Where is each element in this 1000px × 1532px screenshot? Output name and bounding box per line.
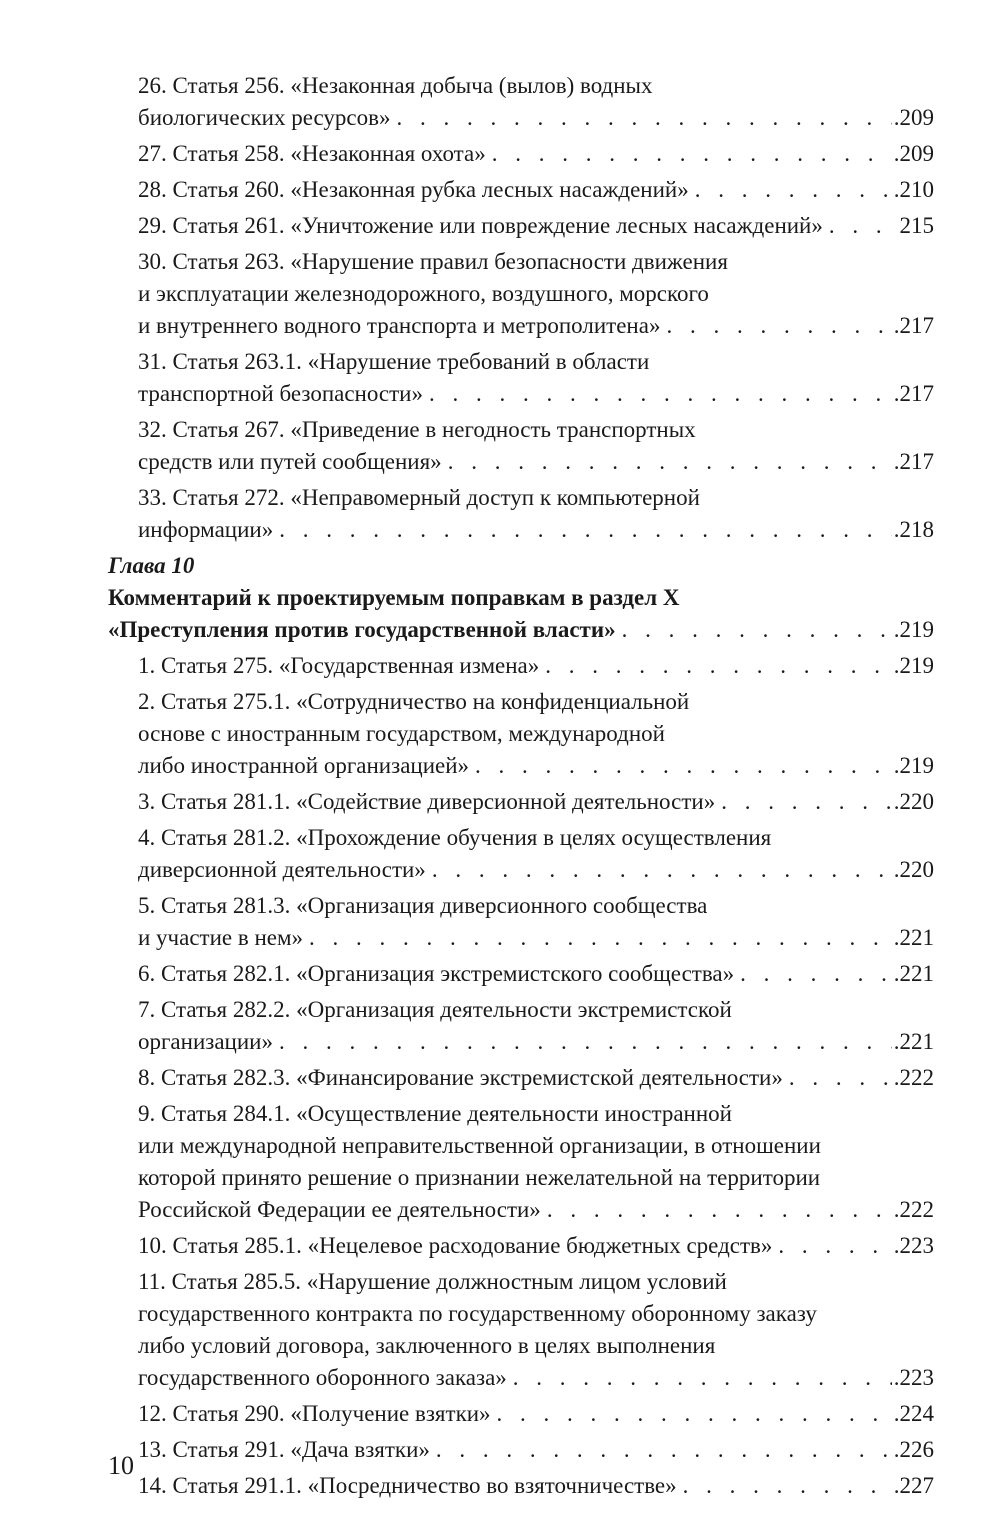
toc-entry-line: биологических ресурсов» bbox=[138, 105, 391, 130]
toc-entries-after bbox=[108, 650, 934, 1502]
toc-entry bbox=[108, 1434, 934, 1466]
toc-entry-line: и эксплуатации железнодорожного, воздушного, морского bbox=[138, 281, 709, 306]
dot-leader bbox=[683, 1470, 892, 1502]
toc-entry-last-line bbox=[138, 1434, 934, 1466]
toc-entry-page-number: .222 bbox=[893, 1197, 934, 1222]
toc-entry-last-line bbox=[138, 310, 934, 342]
chapter-title-line: Комментарий к проектируемым поправкам в раздел X bbox=[108, 585, 680, 610]
toc-entry-last-line bbox=[138, 446, 934, 478]
dot-leader bbox=[778, 1230, 891, 1262]
toc-entry-line: 31. Статья 263.1. «Нарушение требований в области bbox=[138, 349, 650, 374]
toc-entry-last-line bbox=[138, 174, 934, 206]
toc-entry bbox=[108, 822, 934, 886]
toc-entry-line: 5. Статья 281.3. «Организация диверсионного сообщества bbox=[138, 893, 708, 918]
toc-entry-page-number: .226 bbox=[893, 1437, 934, 1462]
toc-entry-line: 26. Статья 256. «Незаконная добыча (вылов) водных bbox=[138, 73, 653, 98]
toc-entry-line: Российской Федерации ее деятельности» bbox=[138, 1197, 541, 1222]
toc-entry-line: 9. Статья 284.1. «Осуществление деятельности иностранной bbox=[138, 1101, 732, 1126]
toc-entry bbox=[108, 138, 934, 170]
toc-entry-last-line bbox=[138, 854, 934, 886]
toc-entry-page-number: .223 bbox=[893, 1233, 934, 1258]
toc-entry-page-number: .219 bbox=[893, 753, 934, 778]
dot-leader bbox=[740, 958, 892, 990]
dot-leader bbox=[513, 1362, 892, 1394]
toc-entry bbox=[108, 210, 934, 242]
dot-leader bbox=[829, 210, 898, 242]
toc-entry-line: 8. Статья 282.3. «Финансирование экстремистской деятельности» bbox=[138, 1065, 783, 1090]
toc-entry-line: 10. Статья 285.1. «Нецелевое расходование бюджетных средств» bbox=[138, 1233, 773, 1258]
toc-entry-line: 29. Статья 261. «Уничтожение или повреждение лесных насаждений» bbox=[138, 213, 823, 238]
toc-entry-last-line bbox=[138, 1362, 934, 1394]
toc-entry-line: 2. Статья 275.1. «Сотрудничество на конфиденциальной bbox=[138, 689, 690, 714]
toc-entry-page-number: .221 bbox=[893, 925, 934, 950]
toc-entry-last-line bbox=[138, 922, 934, 954]
toc-entry-line: и участие в нем» bbox=[138, 925, 304, 950]
toc-entry-line: транспортной безопасности» bbox=[138, 381, 423, 406]
dot-leader bbox=[309, 922, 892, 954]
toc-entry-last-line bbox=[138, 1470, 934, 1502]
dot-leader bbox=[432, 854, 892, 886]
dot-leader bbox=[396, 102, 891, 134]
dot-leader bbox=[279, 1026, 892, 1058]
toc-entry-page-number: .223 bbox=[893, 1365, 934, 1390]
toc-entry-page-number: .209 bbox=[893, 141, 934, 166]
toc-entry-page-number: .219 bbox=[893, 653, 934, 678]
toc-entry-last-line bbox=[138, 1026, 934, 1058]
toc-entry-line: 1. Статья 275. «Государственная измена» bbox=[138, 653, 540, 678]
toc-entry-line: 27. Статья 258. «Незаконная охота» bbox=[138, 141, 486, 166]
toc-entry-line: 33. Статья 272. «Неправомерный доступ к компьютерной bbox=[138, 485, 700, 510]
dot-leader bbox=[666, 310, 891, 342]
toc-entry-page-number: .224 bbox=[893, 1401, 934, 1426]
toc-entry-line: диверсионной деятельности» bbox=[138, 857, 426, 882]
toc-entry-line: 32. Статья 267. «Приведение в негодность транспортных bbox=[138, 417, 696, 442]
toc-entry-page-number: .209 bbox=[893, 105, 934, 130]
toc-entry-last-line bbox=[138, 650, 934, 682]
toc-entry-page-number: .221 bbox=[893, 1029, 934, 1054]
dot-leader bbox=[545, 650, 891, 682]
toc-entry bbox=[108, 786, 934, 818]
toc-entry-line: которой принято решение о признании нежелательной на территории bbox=[138, 1165, 821, 1190]
toc-entry-line: основе с иностранным государством, международной bbox=[138, 721, 665, 746]
dot-leader bbox=[448, 446, 892, 478]
toc-entry-last-line bbox=[138, 958, 934, 990]
chapter-page-number: .219 bbox=[893, 617, 934, 642]
toc-entry-line: 6. Статья 282.1. «Организация экстремистского сообщества» bbox=[138, 961, 735, 986]
toc-entry-line: либо условий договора, заключенного в целях выполнения bbox=[138, 1333, 716, 1358]
toc-entry-last-line bbox=[138, 786, 934, 818]
chapter-title-line: «Преступления против государственной власти» bbox=[108, 617, 616, 642]
dot-leader bbox=[429, 378, 892, 410]
toc-entry-page-number: .227 bbox=[893, 1473, 934, 1498]
dot-leader bbox=[695, 174, 892, 206]
toc-entry bbox=[108, 890, 934, 954]
toc-entry bbox=[108, 686, 934, 782]
toc-entry-page-number: .217 bbox=[893, 449, 934, 474]
toc-entry-last-line bbox=[138, 138, 934, 170]
toc-entry-line: 4. Статья 281.2. «Прохождение обучения в целях осуществления bbox=[138, 825, 772, 850]
toc-entry-line: либо иностранной организацией» bbox=[138, 753, 470, 778]
toc-entry-last-line bbox=[138, 1398, 934, 1430]
chapter-heading bbox=[108, 550, 934, 646]
toc-entry bbox=[108, 1230, 934, 1262]
toc-entry bbox=[108, 1098, 934, 1226]
toc-entry-line: средств или путей сообщения» bbox=[138, 449, 442, 474]
toc-entry bbox=[108, 70, 934, 134]
toc-entry bbox=[108, 1062, 934, 1094]
toc-entry-line: 11. Статья 285.5. «Нарушение должностным лицом условий bbox=[138, 1269, 727, 1294]
toc-entry-last-line bbox=[138, 1230, 934, 1262]
toc-entry-line: или международной неправительственной организации, в отношении bbox=[138, 1133, 821, 1158]
toc-entry-line: 14. Статья 291.1. «Посредничество во взяточничестве» bbox=[138, 1473, 677, 1498]
toc-entry-last-line bbox=[138, 102, 934, 134]
dot-leader bbox=[279, 514, 892, 546]
toc-entry bbox=[108, 346, 934, 410]
toc-entry-page-number: .222 bbox=[893, 1065, 934, 1090]
toc-entry-page-number: .217 bbox=[893, 381, 934, 406]
toc-entry-page-number: .217 bbox=[893, 313, 934, 338]
dot-leader bbox=[721, 786, 892, 818]
toc-entry-page-number: .220 bbox=[893, 857, 934, 882]
toc-entry bbox=[108, 482, 934, 546]
toc-entry-last-line bbox=[138, 378, 934, 410]
dot-leader bbox=[436, 1434, 892, 1466]
toc-entry-page-number: .210 bbox=[893, 177, 934, 202]
toc-entry-last-line bbox=[138, 514, 934, 546]
toc-entry bbox=[108, 650, 934, 682]
toc-entry-line: государственного контракта по государственному оборонному заказу bbox=[138, 1301, 817, 1326]
toc-entry bbox=[108, 1266, 934, 1394]
toc-entries-before bbox=[108, 70, 934, 546]
toc-entry-line: 28. Статья 260. «Незаконная рубка лесных насаждений» bbox=[138, 177, 689, 202]
toc-entry-page-number: .218 bbox=[893, 517, 934, 542]
dot-leader bbox=[547, 1194, 892, 1226]
dot-leader bbox=[492, 138, 892, 170]
toc-entry-line: организации» bbox=[138, 1029, 273, 1054]
toc-entry-last-line bbox=[138, 1194, 934, 1226]
dot-leader bbox=[497, 1398, 892, 1430]
toc-entry bbox=[108, 1470, 934, 1502]
dot-leader bbox=[475, 750, 892, 782]
toc-entry-last-line bbox=[138, 1062, 934, 1094]
toc-entry-line: информации» bbox=[138, 517, 274, 542]
toc-entry bbox=[108, 246, 934, 342]
toc-entry bbox=[108, 994, 934, 1058]
toc-entry-line: и внутреннего водного транспорта и метрополитена» bbox=[138, 313, 661, 338]
toc-entry-line: 12. Статья 290. «Получение взятки» bbox=[138, 1401, 491, 1426]
table-of-contents bbox=[108, 70, 934, 1506]
toc-entry-line: 3. Статья 281.1. «Содействие диверсионной деятельности» bbox=[138, 789, 716, 814]
toc-entry-last-line bbox=[138, 210, 934, 242]
chapter-label: Глава 10 bbox=[108, 553, 195, 578]
toc-entry-last-line bbox=[138, 750, 934, 782]
toc-entry-line: государственного оборонного заказа» bbox=[138, 1365, 507, 1390]
toc-entry-line: 13. Статья 291. «Дача взятки» bbox=[138, 1437, 430, 1462]
chapter-title-last-line bbox=[108, 614, 934, 646]
page-number: 10 bbox=[108, 1451, 134, 1480]
toc-entry-line: 7. Статья 282.2. «Организация деятельности экстремистской bbox=[138, 997, 732, 1022]
toc-entry-page-number: .221 bbox=[893, 961, 934, 986]
dot-leader bbox=[622, 614, 892, 646]
toc-entry-line: 30. Статья 263. «Нарушение правил безопасности движения bbox=[138, 249, 728, 274]
toc-entry-page-number: 215 bbox=[899, 213, 934, 238]
toc-entry bbox=[108, 1398, 934, 1430]
toc-entry-page-number: .220 bbox=[893, 789, 934, 814]
toc-entry bbox=[108, 958, 934, 990]
dot-leader bbox=[789, 1062, 892, 1094]
toc-entry bbox=[108, 174, 934, 206]
toc-entry bbox=[108, 414, 934, 478]
